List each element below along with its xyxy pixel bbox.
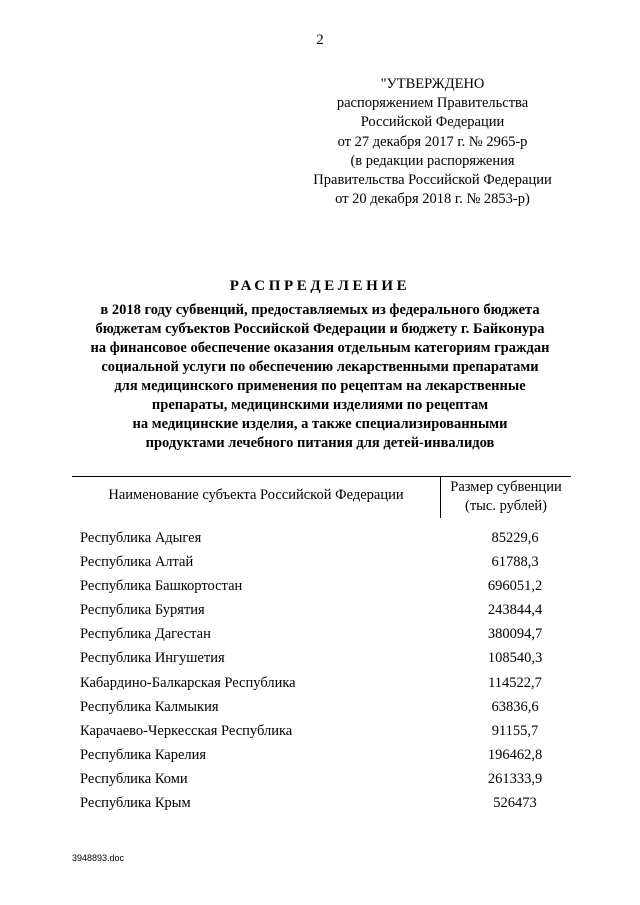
document-subtitle bbox=[60, 301, 580, 453]
table-body bbox=[80, 529, 560, 818]
table-top-rule bbox=[72, 476, 571, 477]
table-row bbox=[80, 698, 560, 722]
approval-line: Правительства Российской Федерации bbox=[313, 172, 552, 189]
table-row bbox=[80, 577, 560, 601]
subsidy-amount: 63836,6 bbox=[491, 698, 539, 715]
subtitle-line: бюджетам субъектов Российской Федерации и бюджету г. Байконура bbox=[95, 321, 545, 337]
table-row bbox=[80, 625, 560, 649]
footer-file-name: 3948893.doc bbox=[72, 853, 125, 863]
region-name: Республика Коми bbox=[80, 770, 188, 787]
region-name: Республика Адыгея bbox=[80, 530, 202, 546]
region-name: Республика Крым bbox=[80, 795, 191, 812]
subsidy-amount: 196462,8 bbox=[487, 746, 543, 763]
subsidy-amount: 526473 bbox=[493, 795, 537, 812]
approval-line: от 27 декабря 2017 г. № 2965-р bbox=[337, 133, 528, 150]
subsidy-amount: 114522,7 bbox=[488, 674, 542, 691]
table-row bbox=[80, 674, 560, 698]
table-row bbox=[80, 770, 560, 794]
region-name: Республика Карелия bbox=[80, 746, 207, 763]
subsidy-amount: 61788,3 bbox=[491, 554, 539, 571]
approval-block bbox=[300, 75, 565, 209]
approval-line: (в редакции распоряжения bbox=[350, 152, 515, 169]
approval-line: Российской Федерации bbox=[360, 114, 505, 131]
column-header-amount-unit: (тыс. рублей) bbox=[465, 498, 547, 514]
subsidy-amount: 696051,2 bbox=[487, 578, 543, 595]
region-name: Карачаево-Черкесская Республика bbox=[80, 722, 293, 739]
region-name: Кабардино-Балкарская Республика bbox=[80, 674, 296, 691]
approval-line: "УТВЕРЖДЕНО bbox=[380, 76, 485, 92]
subtitle-line: препараты, медицинскими изделиями по рецептам bbox=[151, 397, 489, 413]
table-row bbox=[80, 722, 560, 746]
region-name: Республика Дагестан bbox=[80, 626, 211, 643]
document-heading: РАСПРЕДЕЛЕНИЕ bbox=[229, 278, 411, 294]
region-name: Республика Башкортостан bbox=[80, 578, 243, 595]
page-number: 2 bbox=[316, 32, 324, 48]
subsidy-amount: 108540,3 bbox=[487, 650, 543, 667]
subtitle-line: социальной услуги по обеспечению лекарственными препаратами bbox=[101, 359, 539, 375]
approval-line: распоряжением Правительства bbox=[336, 95, 529, 112]
subsidy-amount: 85229,6 bbox=[491, 530, 539, 546]
table-row bbox=[80, 529, 560, 553]
region-name: Республика Алтай bbox=[80, 554, 194, 571]
column-header-name: Наименование субъекта Российской Федерации bbox=[108, 487, 404, 503]
table-row bbox=[80, 649, 560, 673]
subsidy-amount: 380094,7 bbox=[487, 626, 543, 643]
subtitle-line: продуктами лечебного питания для детей-инвалидов bbox=[145, 435, 495, 451]
subtitle-line: для медицинского применения по рецептам на лекарственные bbox=[114, 378, 526, 394]
column-header-amount-line: Размер субвенции bbox=[450, 479, 562, 495]
region-name: Республика Бурятия bbox=[80, 602, 205, 619]
subtitle-line: на медицинские изделия, а также специализированными bbox=[132, 416, 508, 432]
subsidy-amount: 91155,7 bbox=[491, 722, 539, 739]
table-row bbox=[80, 794, 560, 818]
approval-line: от 20 декабря 2018 г. № 2853-р) bbox=[335, 191, 530, 208]
region-name: Республика Ингушетия bbox=[80, 650, 225, 667]
subtitle-line: в 2018 году субвенций, предоставляемых из федерального бюджета bbox=[100, 302, 540, 318]
region-name: Республика Калмыкия bbox=[80, 698, 219, 715]
table-row bbox=[80, 553, 560, 577]
table-row bbox=[80, 746, 560, 770]
table-row bbox=[80, 601, 560, 625]
subsidy-amount: 243844,4 bbox=[487, 602, 543, 619]
column-header-amount bbox=[441, 478, 571, 516]
subsidy-amount: 261333,9 bbox=[487, 770, 543, 787]
subtitle-line: на финансовое обеспечение оказания отдельным категориям граждан bbox=[90, 340, 550, 356]
